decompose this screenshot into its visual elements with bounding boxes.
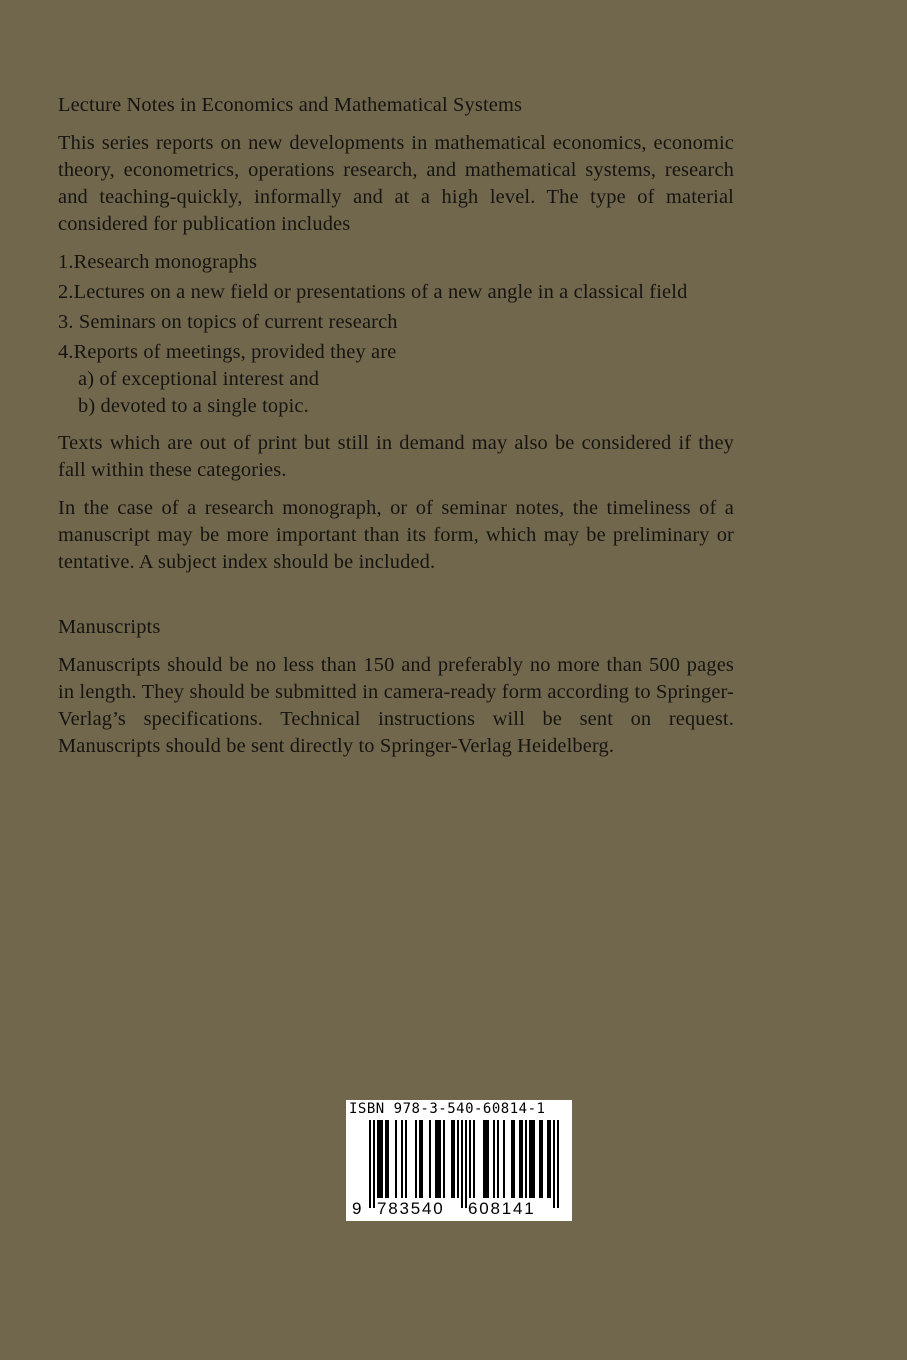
manuscripts-paragraph: Manuscripts should be no less than 150 and preferably no more than 500 pages in length. They should be submitted in camera-ready form according to Springer-Verlag’s specifications. Technical instructions will be sent on request. Manuscripts should be sent directly to Springer-Verlag Heidelberg. [58, 654, 734, 757]
list-item: 1.Research monographs [58, 251, 258, 273]
barcode-bar [437, 1120, 439, 1198]
ean-right-group: 608141 [468, 1199, 536, 1218]
barcode-bar [457, 1120, 459, 1198]
barcode-guard-bar [553, 1120, 555, 1208]
barcode-bar [503, 1120, 505, 1198]
intro-paragraph: This series reports on new developments in mathematical economics, economic theory, econometrics, operations research, and mathematical systems, research and teaching-quickly, informally and at a high level. The type of material considered for publication includes [58, 132, 734, 235]
barcode-bar [531, 1120, 533, 1198]
barcode-bar [539, 1120, 541, 1198]
barcode-bar [451, 1120, 453, 1198]
list-item: 3. Seminars on topics of current research [58, 311, 398, 333]
barcode-bar [487, 1120, 489, 1198]
material-list [58, 249, 734, 420]
barcode-bar [381, 1120, 383, 1198]
back-cover-text [58, 92, 734, 771]
barcode-bar [483, 1120, 485, 1198]
barcode-bar [395, 1120, 397, 1198]
barcode-bar [485, 1120, 487, 1198]
barcode-bar [439, 1120, 441, 1198]
barcode-bar [387, 1120, 389, 1198]
barcode-guard-bar [373, 1120, 375, 1208]
barcode-bar [379, 1120, 381, 1198]
ean-left-group: 783540 [377, 1199, 445, 1218]
barcode-bar [521, 1120, 523, 1198]
manuscripts-title: Manuscripts [58, 616, 161, 638]
barcode-bar [429, 1120, 431, 1198]
barcode-bar [547, 1120, 549, 1198]
barcode-bar [473, 1120, 475, 1198]
barcode-bar [443, 1120, 445, 1198]
barcode-guard-bar [465, 1120, 467, 1208]
sub-list-item: b) devoted to a single topic. [78, 395, 309, 417]
barcode-bar [525, 1120, 527, 1198]
barcode-bar [419, 1120, 421, 1198]
series-title: Lecture Notes in Economics and Mathematical Systems [58, 94, 523, 116]
barcode-guard-bar [461, 1120, 463, 1208]
barcode-bar [469, 1120, 471, 1198]
barcode-bar [513, 1120, 515, 1198]
list-item: 4.Reports of meetings, provided they are [58, 341, 397, 363]
barcode-bar [497, 1120, 499, 1198]
barcode-bar [533, 1120, 535, 1198]
barcode-bar [401, 1120, 403, 1198]
barcode-bar [377, 1120, 379, 1198]
timeliness-paragraph: In the case of a research monograph, or of seminar notes, the timeliness of a manuscript may be more important than its form, which may be preliminary or tentative. A subject index should be included. [58, 497, 734, 573]
out-of-print-paragraph: Texts which are out of print but still in demand may also be considered if they fall within these categories. [58, 432, 734, 481]
barcode-bar [435, 1120, 437, 1198]
barcode-bar [453, 1120, 455, 1198]
list-item: 2.Lectures on a new field or presentations of a new angle in a classical field [58, 281, 688, 303]
isbn-barcode [346, 1100, 572, 1221]
barcode-bar [415, 1120, 417, 1198]
barcode-bar [493, 1120, 495, 1198]
isbn-label: ISBN 978-3-540-60814-1 [349, 1101, 546, 1117]
barcode-bar [405, 1120, 407, 1198]
sub-list-item: a) of exceptional interest and [78, 368, 320, 390]
barcode-bar [529, 1120, 531, 1198]
barcode-bar [519, 1120, 521, 1198]
barcode-bar [421, 1120, 423, 1198]
barcode-guard-bar [557, 1120, 559, 1208]
ean-first-digit: 9 [352, 1199, 364, 1218]
barcode-guard-bar [369, 1120, 371, 1208]
barcode-bar [549, 1120, 551, 1198]
barcode-bar [541, 1120, 543, 1198]
barcode-bar [511, 1120, 513, 1198]
barcode-bar [385, 1120, 387, 1198]
